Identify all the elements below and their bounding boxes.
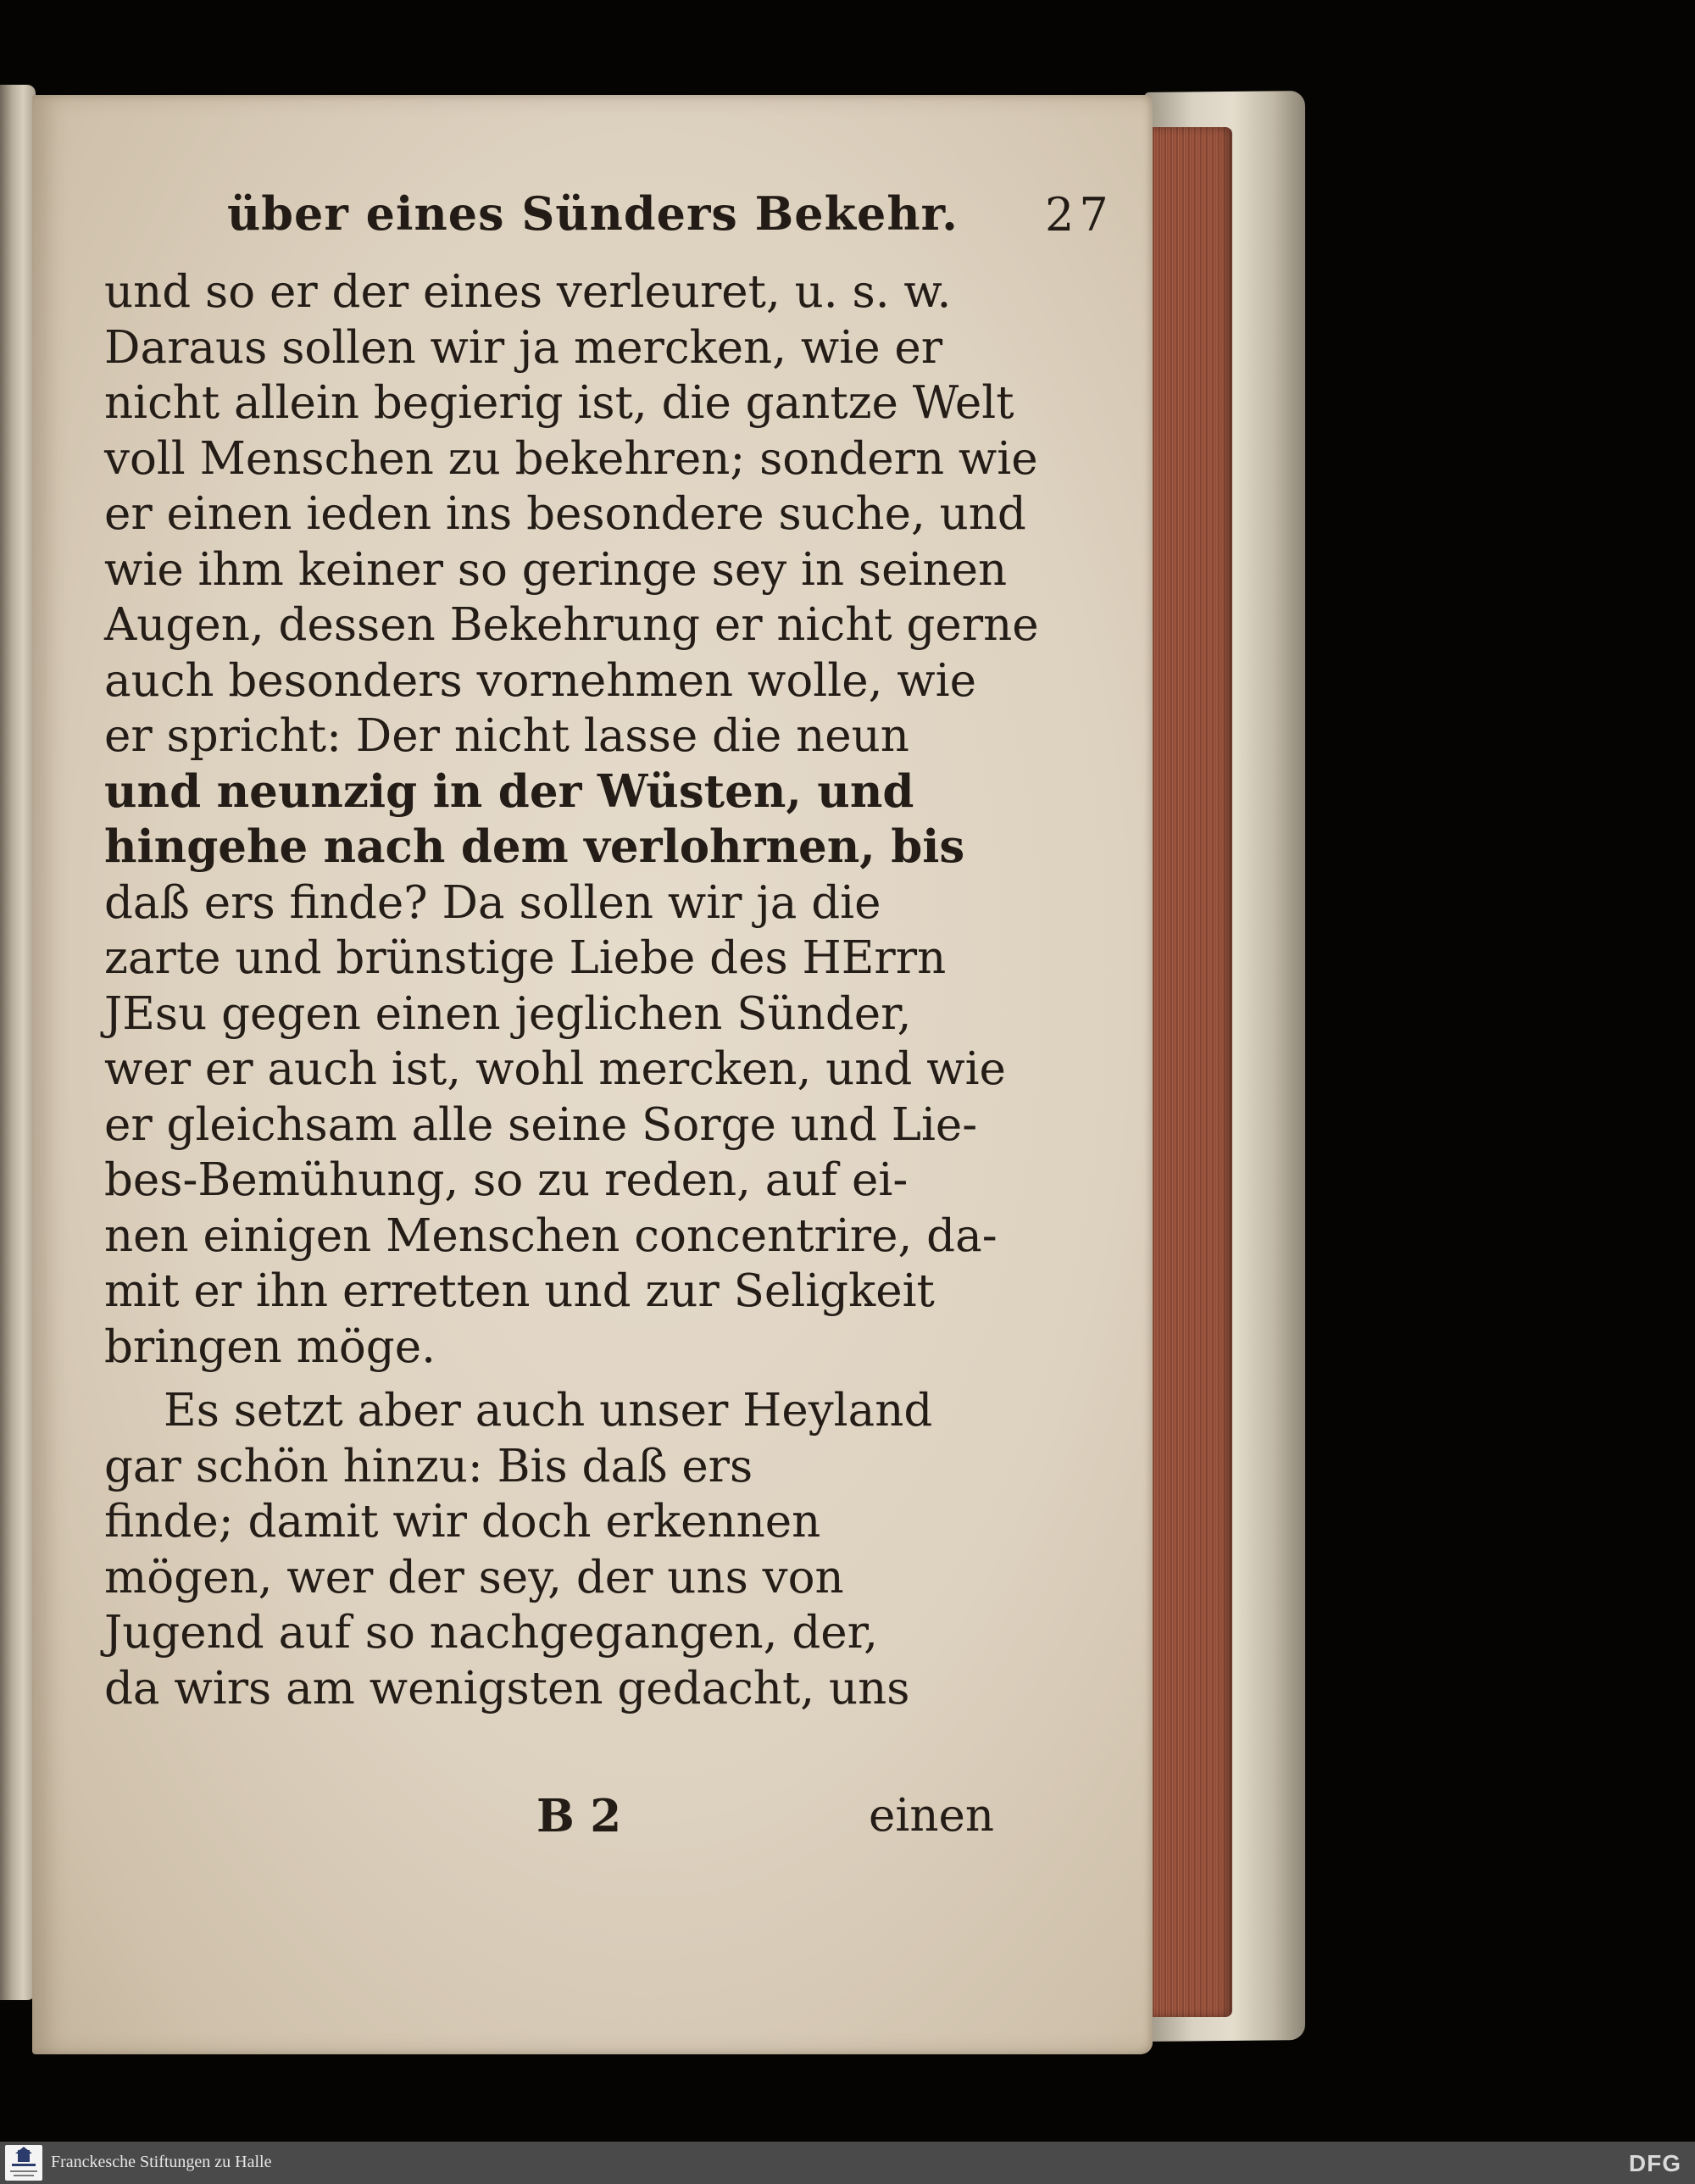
page-footer bbox=[536, 1790, 994, 1849]
text-line: mit er ihn erretten und zur Seligkeit bbox=[104, 1265, 935, 1317]
text-line: nicht allein begierig ist, die gantze Welt bbox=[104, 377, 1014, 429]
text-line: er gleichsam alle seine Sorge und Lie- bbox=[104, 1098, 978, 1151]
text-line: auch besonders vornehmen wolle, wie bbox=[104, 654, 976, 707]
catchword: einen bbox=[869, 1790, 994, 1842]
body-text bbox=[104, 264, 1039, 1716]
text-line: mögen, wer der sey, der uns von bbox=[104, 1551, 844, 1603]
text-line: Augen, dessen Bekehrung er nicht gerne bbox=[104, 599, 1039, 651]
text-line: bringen möge. bbox=[104, 1320, 436, 1373]
text-line: Daraus sollen wir ja mercken, wie er bbox=[104, 321, 943, 374]
text-line: Jugend auf so nachgegangen, der, bbox=[104, 1607, 879, 1659]
signature-mark: B 2 bbox=[536, 1790, 622, 1842]
dfg-logo[interactable]: DFG bbox=[1628, 2150, 1681, 2176]
text-line: wie ihm keiner so geringe sey in seinen bbox=[104, 543, 1008, 596]
text-line: gar schön hinzu: Bis daß ers bbox=[104, 1440, 753, 1492]
text-line: er einen ieden ins besondere suche, und bbox=[104, 488, 1026, 540]
text-line: und so er der eines verleuret, u. s. w. bbox=[104, 266, 952, 318]
text-line: Es setzt aber auch unser Heyland bbox=[164, 1385, 933, 1437]
text-line: bes-Bemühung, so zu reden, auf ei- bbox=[104, 1154, 909, 1206]
text-line: wer er auch ist, wohl mercken, und wie bbox=[104, 1043, 1006, 1095]
text-line: JEsu gegen einen jeglichen Sünder, bbox=[104, 987, 912, 1040]
text-line: finde; damit wir doch erkennen bbox=[104, 1496, 821, 1548]
text-line: daß ers finde? Da sollen wir ja die bbox=[104, 876, 881, 929]
left-page-edge bbox=[0, 85, 36, 2000]
running-head: über eines Sünders Bekehr. bbox=[227, 186, 959, 241]
page-header bbox=[227, 186, 1114, 254]
text-line: da wirs am wenigsten gedacht, uns bbox=[104, 1662, 910, 1714]
text-line: er spricht: Der nicht lasse die neun bbox=[104, 710, 909, 762]
page-number: 27 bbox=[1045, 188, 1114, 242]
text-line: zarte und brünstige Liebe des HErrn bbox=[104, 932, 947, 984]
text-line: und neunzig in der Wüsten, und bbox=[104, 764, 914, 818]
text-line: voll Menschen zu bekehren; sondern wie bbox=[104, 432, 1038, 485]
text-line: hingehe nach dem verlohrnen, bis bbox=[104, 820, 965, 873]
institution-name[interactable]: Franckesche Stiftungen zu Halle bbox=[51, 2153, 272, 2171]
institution-logo-icon[interactable] bbox=[5, 2145, 42, 2181]
book-page bbox=[32, 95, 1153, 2054]
text-line: nen einigen Menschen concentrire, da- bbox=[104, 1209, 998, 1262]
viewer-footer-bar bbox=[0, 2142, 1695, 2184]
